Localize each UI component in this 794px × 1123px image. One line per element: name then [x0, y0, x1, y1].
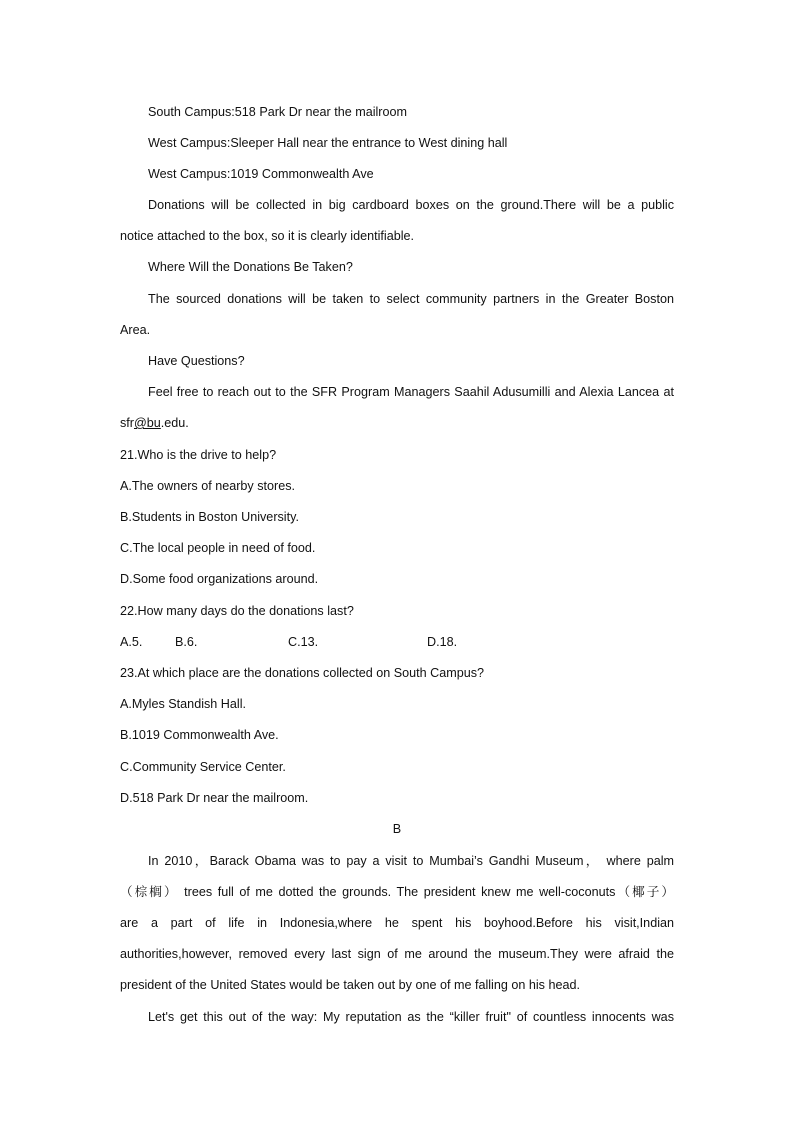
q21-option-b: B.Students in Boston University.	[120, 510, 299, 524]
contact-email	[120, 415, 674, 431]
location-west-campus-sleeper: West Campus:Sleeper Hall near the entrance to West dining hall	[148, 136, 508, 150]
q21-option-a: A.The owners of nearby stores.	[120, 479, 295, 493]
collection-text-line-2: notice attached to the box, so it is clearly identifiable.	[120, 229, 415, 243]
where-taken-text-line-1: The sourced donations will be taken to select community partners in the Greater Boston	[148, 292, 674, 306]
email-underlined-part: @bu	[134, 416, 161, 430]
q21-option-d: D.Some food organizations around.	[120, 572, 319, 586]
passage-b-line-5: president of the United States would be taken out by one of me falling on his head.	[120, 978, 580, 992]
question-21: 21.Who is the drive to help?	[120, 448, 277, 462]
question-22: 22.How many days do the donations last?	[120, 604, 354, 618]
questions-text-line-1: Feel free to reach out to the SFR Program Managers Saahil Adusumilli and Alexia Lancea at	[148, 385, 674, 399]
where-taken-text-line-2: Area.	[120, 323, 151, 337]
q22-option-b: B.6.	[175, 635, 198, 649]
q23-option-d: D.518 Park Dr near the mailroom.	[120, 791, 309, 805]
q21-option-c: C.The local people in need of food.	[120, 541, 316, 555]
email-suffix: .edu.	[160, 416, 189, 430]
passage-b-line-1: In 2010，Barack Obama was to pay a visit to Mumbai’s Gandhi Museum， where palm	[148, 854, 674, 868]
q23-option-b: B.1019 Commonwealth Ave.	[120, 728, 279, 742]
q23-option-a: A.Myles Standish Hall.	[120, 697, 246, 711]
passage-b-line-2: （棕榈） trees full of me dotted the grounds. The president knew me well-coconuts（椰子）	[120, 885, 674, 899]
q22-option-c: C.13.	[288, 635, 319, 649]
email-prefix: sfr	[120, 416, 134, 430]
questions-heading: Have Questions?	[148, 354, 245, 368]
collection-text-line-1: Donations will be collected in big cardboard boxes on the ground.There will be a public	[148, 198, 674, 212]
passage-b-line-3: are a part of life in Indonesia,where he spent his boyhood.Before his visit,Indian	[120, 916, 674, 930]
location-south-campus: South Campus:518 Park Dr near the mailroom	[148, 105, 407, 119]
passage-b-p2-line-1: Let's get this out of the way: My reputation as the “killer fruit" of countless innocents was	[148, 1010, 674, 1024]
q23-option-c: C.Community Service Center.	[120, 760, 286, 774]
location-west-campus-commonwealth: West Campus:1019 Commonwealth Ave	[148, 167, 374, 181]
passage-b-line-4: authorities,however, removed every last sign of me around the museum.They were afraid the	[120, 947, 674, 961]
question-23: 23.At which place are the donations collected on South Campus?	[120, 666, 485, 680]
q22-option-d: D.18.	[427, 635, 458, 649]
section-b-label: B	[392, 822, 402, 836]
q22-option-a: A.5.	[120, 635, 143, 649]
where-taken-heading: Where Will the Donations Be Taken?	[148, 260, 353, 274]
